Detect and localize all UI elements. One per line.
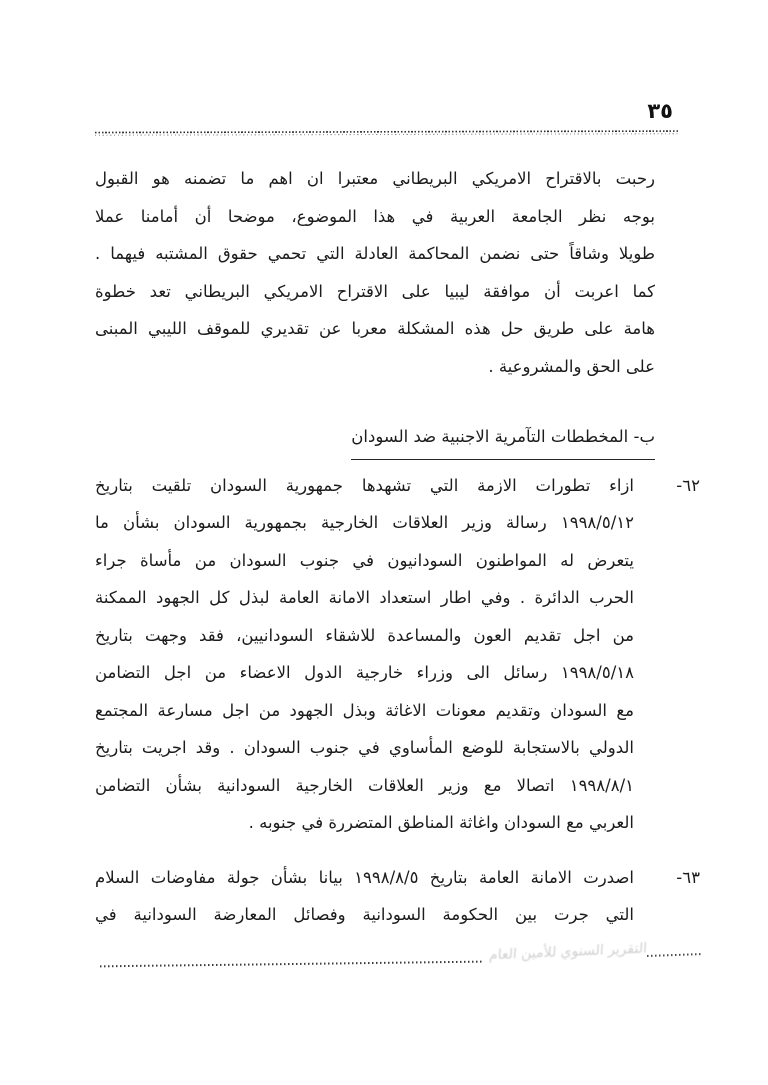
text-line: ١٩٩٨/٥/١٢ رسالة وزير العلاقات الخارجية بجمهورية السودان بشأن ما — [95, 513, 634, 532]
numbered-item-63 — [95, 859, 700, 934]
page-number: ٣٥ — [647, 99, 673, 123]
text-line: الحرب الدائرة . وفي اطار استعداد الامانة العامة لبذل كل الجهود الممكنة — [95, 588, 634, 607]
footer-dotted-rule-left — [100, 961, 482, 968]
text-line: مع السودان وتقديم معونات الاغاثة وبذل الجهود من اجل مسارعة المجتمع — [95, 700, 634, 720]
text-line: ازاء تطورات الازمة التي تشهدها جمهورية السودان تلقيت بتاريخ — [95, 475, 634, 495]
text-line: العربي مع السودان واغاثة المناطق المتضررة في جنوبه . — [248, 813, 634, 832]
text-line: بوجه نظر الجامعة العربية في هذا الموضوع، موضحا أن أمامنا عملا — [95, 206, 655, 226]
page-content — [95, 0, 700, 934]
text-line: ١٩٩٨/٨/١ اتصالا مع وزير العلاقات الخارجية السودانية بشأن التضامن — [95, 775, 634, 795]
item-text — [95, 467, 634, 842]
item-text — [95, 859, 634, 934]
text-line: اصدرت الامانة العامة بتاريخ ١٩٩٨/٨/٥ بيانا بشأن جولة مفاوضات السلام — [95, 867, 634, 887]
intro-paragraph — [95, 160, 700, 385]
text-line: من اجل تقديم العون والمساعدة للاشقاء السودانيين، فقد وجهت بتاريخ — [95, 625, 634, 645]
footer-dotted-rule-right — [647, 953, 703, 957]
numbered-item-62 — [95, 467, 700, 842]
text-line: التي جرت بين الحكومة السودانية وفصائل المعارضة السودانية في — [95, 905, 634, 924]
section-heading-block — [95, 418, 700, 460]
text-line: هامة على طريق حل هذه المشكلة معربا عن تقديري للموقف الليبي المبنى — [95, 319, 655, 338]
item-number: ٦٣- — [676, 867, 700, 887]
text-line: طويلا وشاقاً حتى نضمن المحاكمة العادلة التي تحمي حقوق المشتبه فيهما . — [95, 244, 655, 263]
handwritten-note: التقرير السنوي للأمين العام — [488, 940, 648, 964]
text-line: يتعرض له المواطنون السودانيون في جنوب السودان من مأساة جراء — [95, 550, 634, 570]
text-line: الدولي بالاستجابة للوضع المأساوي في جنوب السودان . وقد اجريت بتاريخ — [95, 738, 634, 757]
item-number: ٦٢- — [676, 475, 700, 495]
text-line: رحبت بالاقتراح الامريكي البريطاني معتبرا ان اهم ما تضمنه هو القبول — [95, 169, 655, 188]
text-line: على الحق والمشروعية . — [488, 356, 655, 376]
section-heading: ب- المخططات التآمرية الاجنبية ضد السودان — [351, 418, 655, 460]
text-line: ١٩٩٨/٥/١٨ رسائل الى وزراء خارجية الدول الاعضاء من اجل التضامن — [95, 663, 634, 682]
text-line: كما اعربت أن موافقة ليبيا على الاقتراح الامريكي البريطاني تعد خطوة — [95, 281, 655, 301]
